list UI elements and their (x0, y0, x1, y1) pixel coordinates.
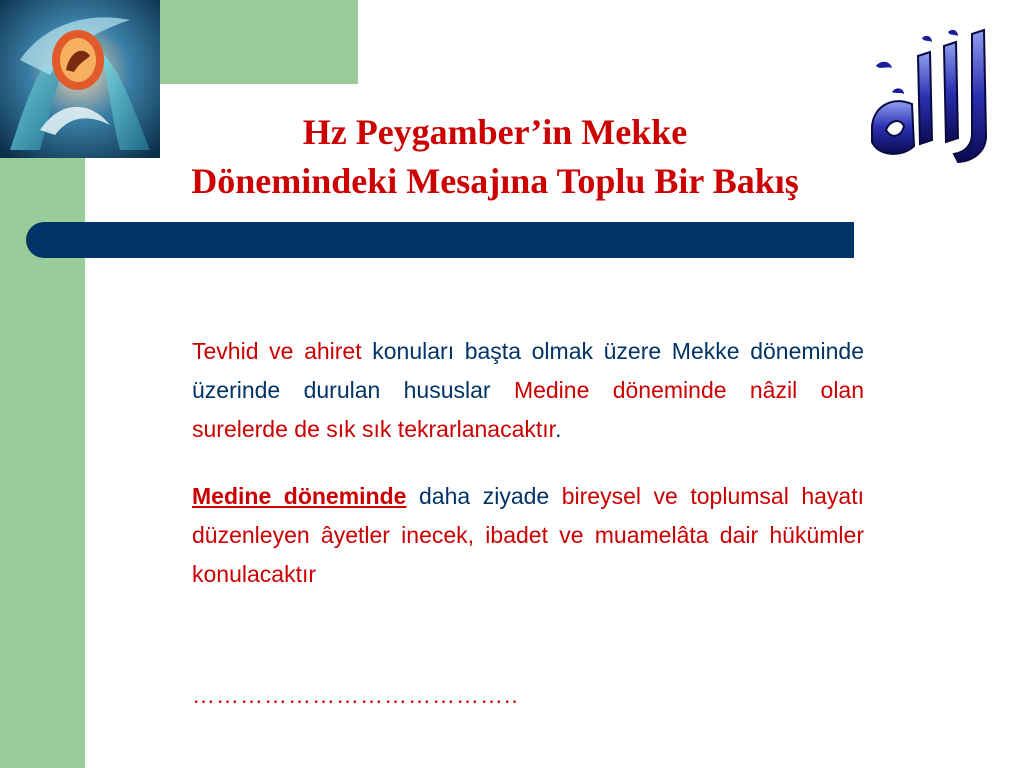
p2-segment-2: daha ziyade (406, 483, 562, 509)
paragraph-1 (192, 332, 864, 449)
p1-segment-1: Tevhid ve ahiret (192, 338, 362, 364)
p1-segment-2: konuları başta olmak üzere Mekke döneminde üzerinde durulan hususlar (192, 338, 865, 403)
paragraph-2 (192, 477, 864, 594)
title-line-2: Dönemindeki Mesajına Toplu Bir Bakış (191, 161, 799, 201)
title-divider (26, 222, 854, 258)
title-line-1: Hz Peygamber’in Mekke (302, 112, 688, 152)
p2-segment-1: Medine döneminde (192, 483, 407, 509)
p1-segment-4: . (555, 416, 562, 442)
slide-body (192, 332, 864, 594)
p1-segment-3: Medine döneminde nâzil olan surelerde de sık sık tekrarlanacaktır (192, 377, 865, 442)
slide-title (100, 108, 890, 206)
ellipsis-dots: ………………………………….. (192, 682, 519, 708)
p2-segment-3: bireysel ve toplumsal hayatı düzenleyen âyetler inecek, ibadet ve muamelâta dair hükümler konulacaktır (192, 483, 864, 587)
